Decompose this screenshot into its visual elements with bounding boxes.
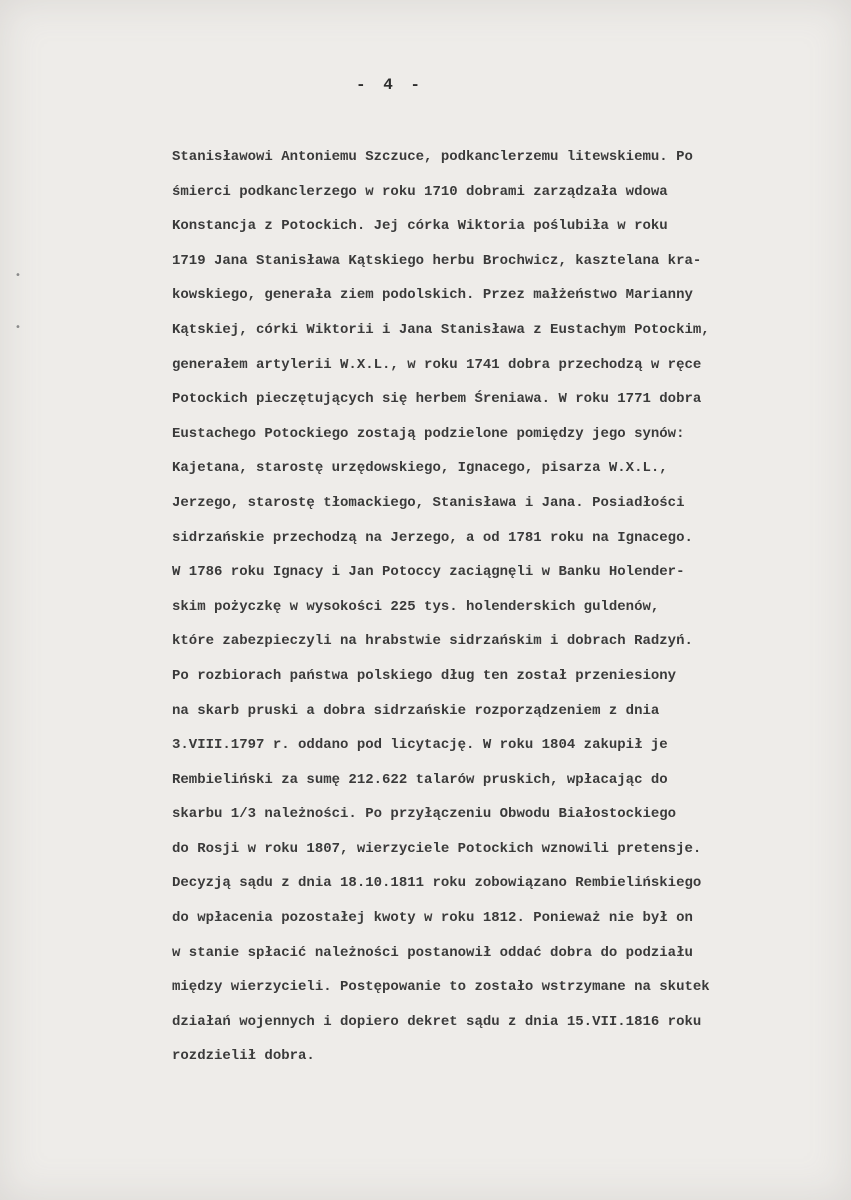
text-line: śmierci podkanclerzego w roku 1710 dobrami zarządzała wdowa xyxy=(172,183,668,200)
punch-mark: • xyxy=(15,322,21,333)
text-line: Konstancja z Potockich. Jej córka Wiktoria poślubiła w roku xyxy=(172,218,668,235)
text-line: Eustachego Potockiego zostają podzielone pomiędzy jego synów: xyxy=(172,425,685,442)
text-line: skim pożyczkę w wysokości 225 tys. holenderskich guldenów, xyxy=(172,598,660,615)
text-line: generałem artylerii W.X.L., w roku 1741 dobra przechodzą w ręce xyxy=(172,356,702,373)
text-line: 3.VIII.1797 r. oddano pod licytację. W roku 1804 zakupił je xyxy=(172,737,668,754)
text-line: W 1786 roku Ignacy i Jan Potoccy zaciągnęli w Banku Holender- xyxy=(172,564,685,581)
text-line: 1719 Jana Stanisława Kątskiego herbu Brochwicz, kasztelana kra- xyxy=(172,252,702,269)
text-line: Kajetana, starostę urzędowskiego, Ignacego, pisarza W.X.L., xyxy=(172,460,668,477)
text-line: sidrzańskie przechodzą na Jerzego, a od 1781 roku na Ignacego. xyxy=(172,529,693,546)
text-line: w stanie spłacić należności postanowił oddać dobra do podziału xyxy=(172,944,693,961)
text-line: między wierzycieli. Postępowanie to zostało wstrzymane na skutek xyxy=(172,979,710,996)
text-line: działań wojennych i dopiero dekret sądu z dnia 15.VII.1816 roku xyxy=(172,1013,702,1030)
text-line: Rembieliński za sumę 212.622 talarów pruskich, wpłacając do xyxy=(172,771,668,788)
text-line: na skarb pruski a dobra sidrzańskie rozporządzeniem z dnia xyxy=(172,702,660,719)
text-line: Jerzego, starostę tłomackiego, Stanisława i Jana. Posiadłości xyxy=(172,494,685,511)
page-number: - 4 - xyxy=(355,76,424,94)
text-line: Decyzją sądu z dnia 18.10.1811 roku zobowiązano Rembielińskiego xyxy=(172,875,702,892)
text-line: Po rozbiorach państwa polskiego dług ten został przeniesiony xyxy=(172,667,677,684)
punch-mark: • xyxy=(15,270,21,281)
body-text xyxy=(172,140,812,1074)
text-line: skarbu 1/3 należności. Po przyłączeniu Obwodu Białostockiego xyxy=(172,806,677,823)
text-line: Potockich pieczętujących się herbem Śreniawa. W roku 1771 dobra xyxy=(172,391,702,408)
text-line: do Rosji w roku 1807, wierzyciele Potockich wznowili pretensje. xyxy=(172,840,702,857)
text-line: Kątskiej, córki Wiktorii i Jana Stanisława z Eustachym Potockim, xyxy=(172,321,710,338)
text-line: rozdzielił dobra. xyxy=(172,1048,315,1065)
text-line: kowskiego, generała ziem podolskich. Przez małżeństwo Marianny xyxy=(172,287,693,304)
text-line: do wpłacenia pozostałej kwoty w roku 1812. Ponieważ nie był on xyxy=(172,910,693,927)
text-line: Stanisławowi Antoniemu Szczuce, podkanclerzemu litewskiemu. Po xyxy=(172,149,693,165)
text-line: które zabezpieczyli na hrabstwie sidrzańskim i dobrach Radzyń. xyxy=(172,633,693,650)
